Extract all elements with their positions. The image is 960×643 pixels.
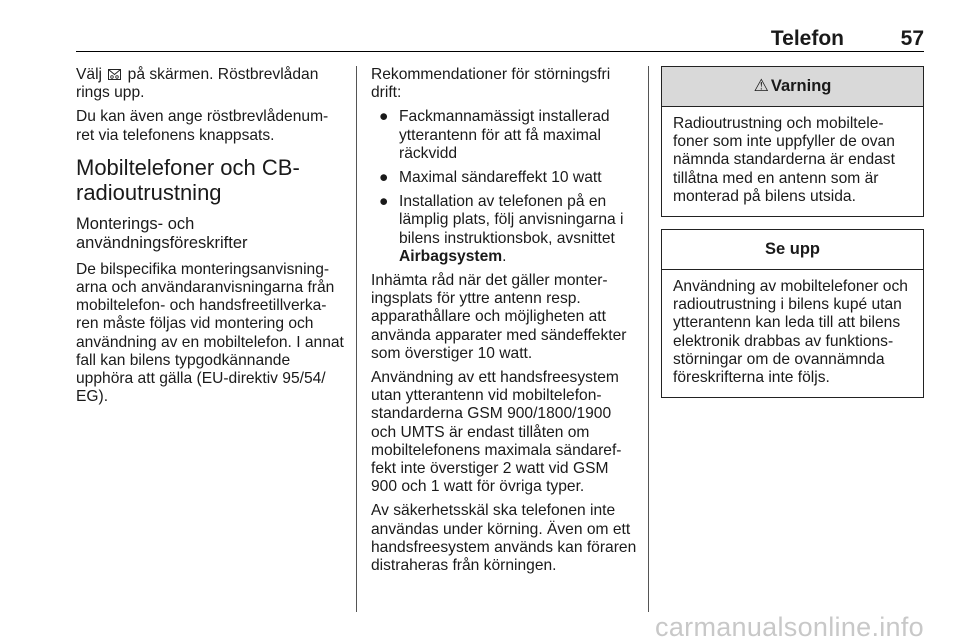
warning-header — [662, 67, 923, 107]
list-item: ● Maximal sändareffekt 10 watt — [379, 169, 602, 187]
warning-box — [661, 66, 924, 217]
column-divider-left — [356, 66, 357, 612]
bullet: ● — [379, 108, 389, 126]
paragraph-safety: Av säkerhetsskäl ska telefonen inte användas under körning. Även om ett handsfreesystem används kan föraren distraheras från körningen. — [371, 502, 637, 575]
paragraph-installation: De bilspecifika monteringsanvisning-arna och användaranvisningarna från mobiltelefon- och handsfreetillverka-ren måste följas vid montering och användning av en mobiltelefon. I annat fall kan bilens typgodkännande upphöra att gälla (EU-direktiv 95/54/ EG). — [76, 260, 344, 406]
subheading-installation: Monterings- och användningsföreskrifter — [76, 214, 248, 252]
middle-column — [371, 66, 637, 581]
header-divider — [76, 51, 924, 52]
recommendation-list — [371, 108, 637, 266]
airbag-reference: Airbagsystem — [399, 247, 503, 265]
caution-header — [662, 230, 923, 270]
warning-title: Varning — [770, 77, 832, 96]
paragraph-antenna-advice: Inhämta råd när det gäller monter-ingsplats för yttre antenn resp. apparathållare och möjligheten att använda apparater med sändeffekter som överstiger 10 watt. — [371, 272, 627, 362]
bullet: ● — [379, 193, 389, 211]
bullet: ● — [379, 169, 389, 187]
column-divider-right — [648, 66, 649, 612]
paragraph-recommendations: Rekommendationer för störningsfri drift: — [371, 66, 611, 102]
section-title: Telefon — [770, 27, 844, 50]
caution-box — [661, 229, 924, 398]
voicemail-icon — [108, 69, 121, 80]
list-item: ● Fackmannamässigt installerad ytterantenn för att få maximal räckvidd — [379, 108, 610, 162]
paragraph-voicemail-number: Du kan även ange röstbrevlådenum-ret via telefonens knappsats. — [76, 108, 329, 144]
paragraph-voicemail: Välj på skärmen. Röstbrevlådan rings upp. — [76, 66, 319, 102]
caution-title: Se upp — [764, 240, 820, 259]
page-header — [76, 0, 924, 54]
list-item: ● Installation av telefonen på en lämplig plats, följ anvisningarna i bilens instruktionsbok, avsnittet Airbagsystem. — [379, 193, 624, 265]
page-number: 57 — [900, 27, 924, 50]
warning-icon: ⚠ — [753, 76, 769, 96]
left-column — [76, 66, 344, 412]
watermark: carmanualsonline.info — [655, 612, 924, 642]
heading-mobile-phones: Mobiltelefoner och CB-radioutrustning — [76, 154, 300, 205]
caution-text: Användning av mobiltelefoner och radioutrustning i bilens kupé utan ytterantenn kan leda till att bilens elektronik drabbas av funktions-störningar om de ovannämnda föreskrifterna inte följs. — [673, 278, 908, 387]
warning-text: Radioutrustning och mobiltele-foner som inte uppfyller de ovan nämnda standarderna är endast tillåtna med en antenn som är monterad på bilens utsida. — [673, 115, 895, 205]
right-column — [661, 66, 924, 410]
paragraph-handsfree: Användning av ett handsfreesystem utan ytterantenn vid mobiltelefon-standarderna GSM 900/1800/1900 och UMTS är endast tillåten om mobiltelefonens maximala sändaref-fekt inte överstiger 2 watt vid GSM 900 och 1 watt för övriga typer. — [371, 369, 622, 496]
